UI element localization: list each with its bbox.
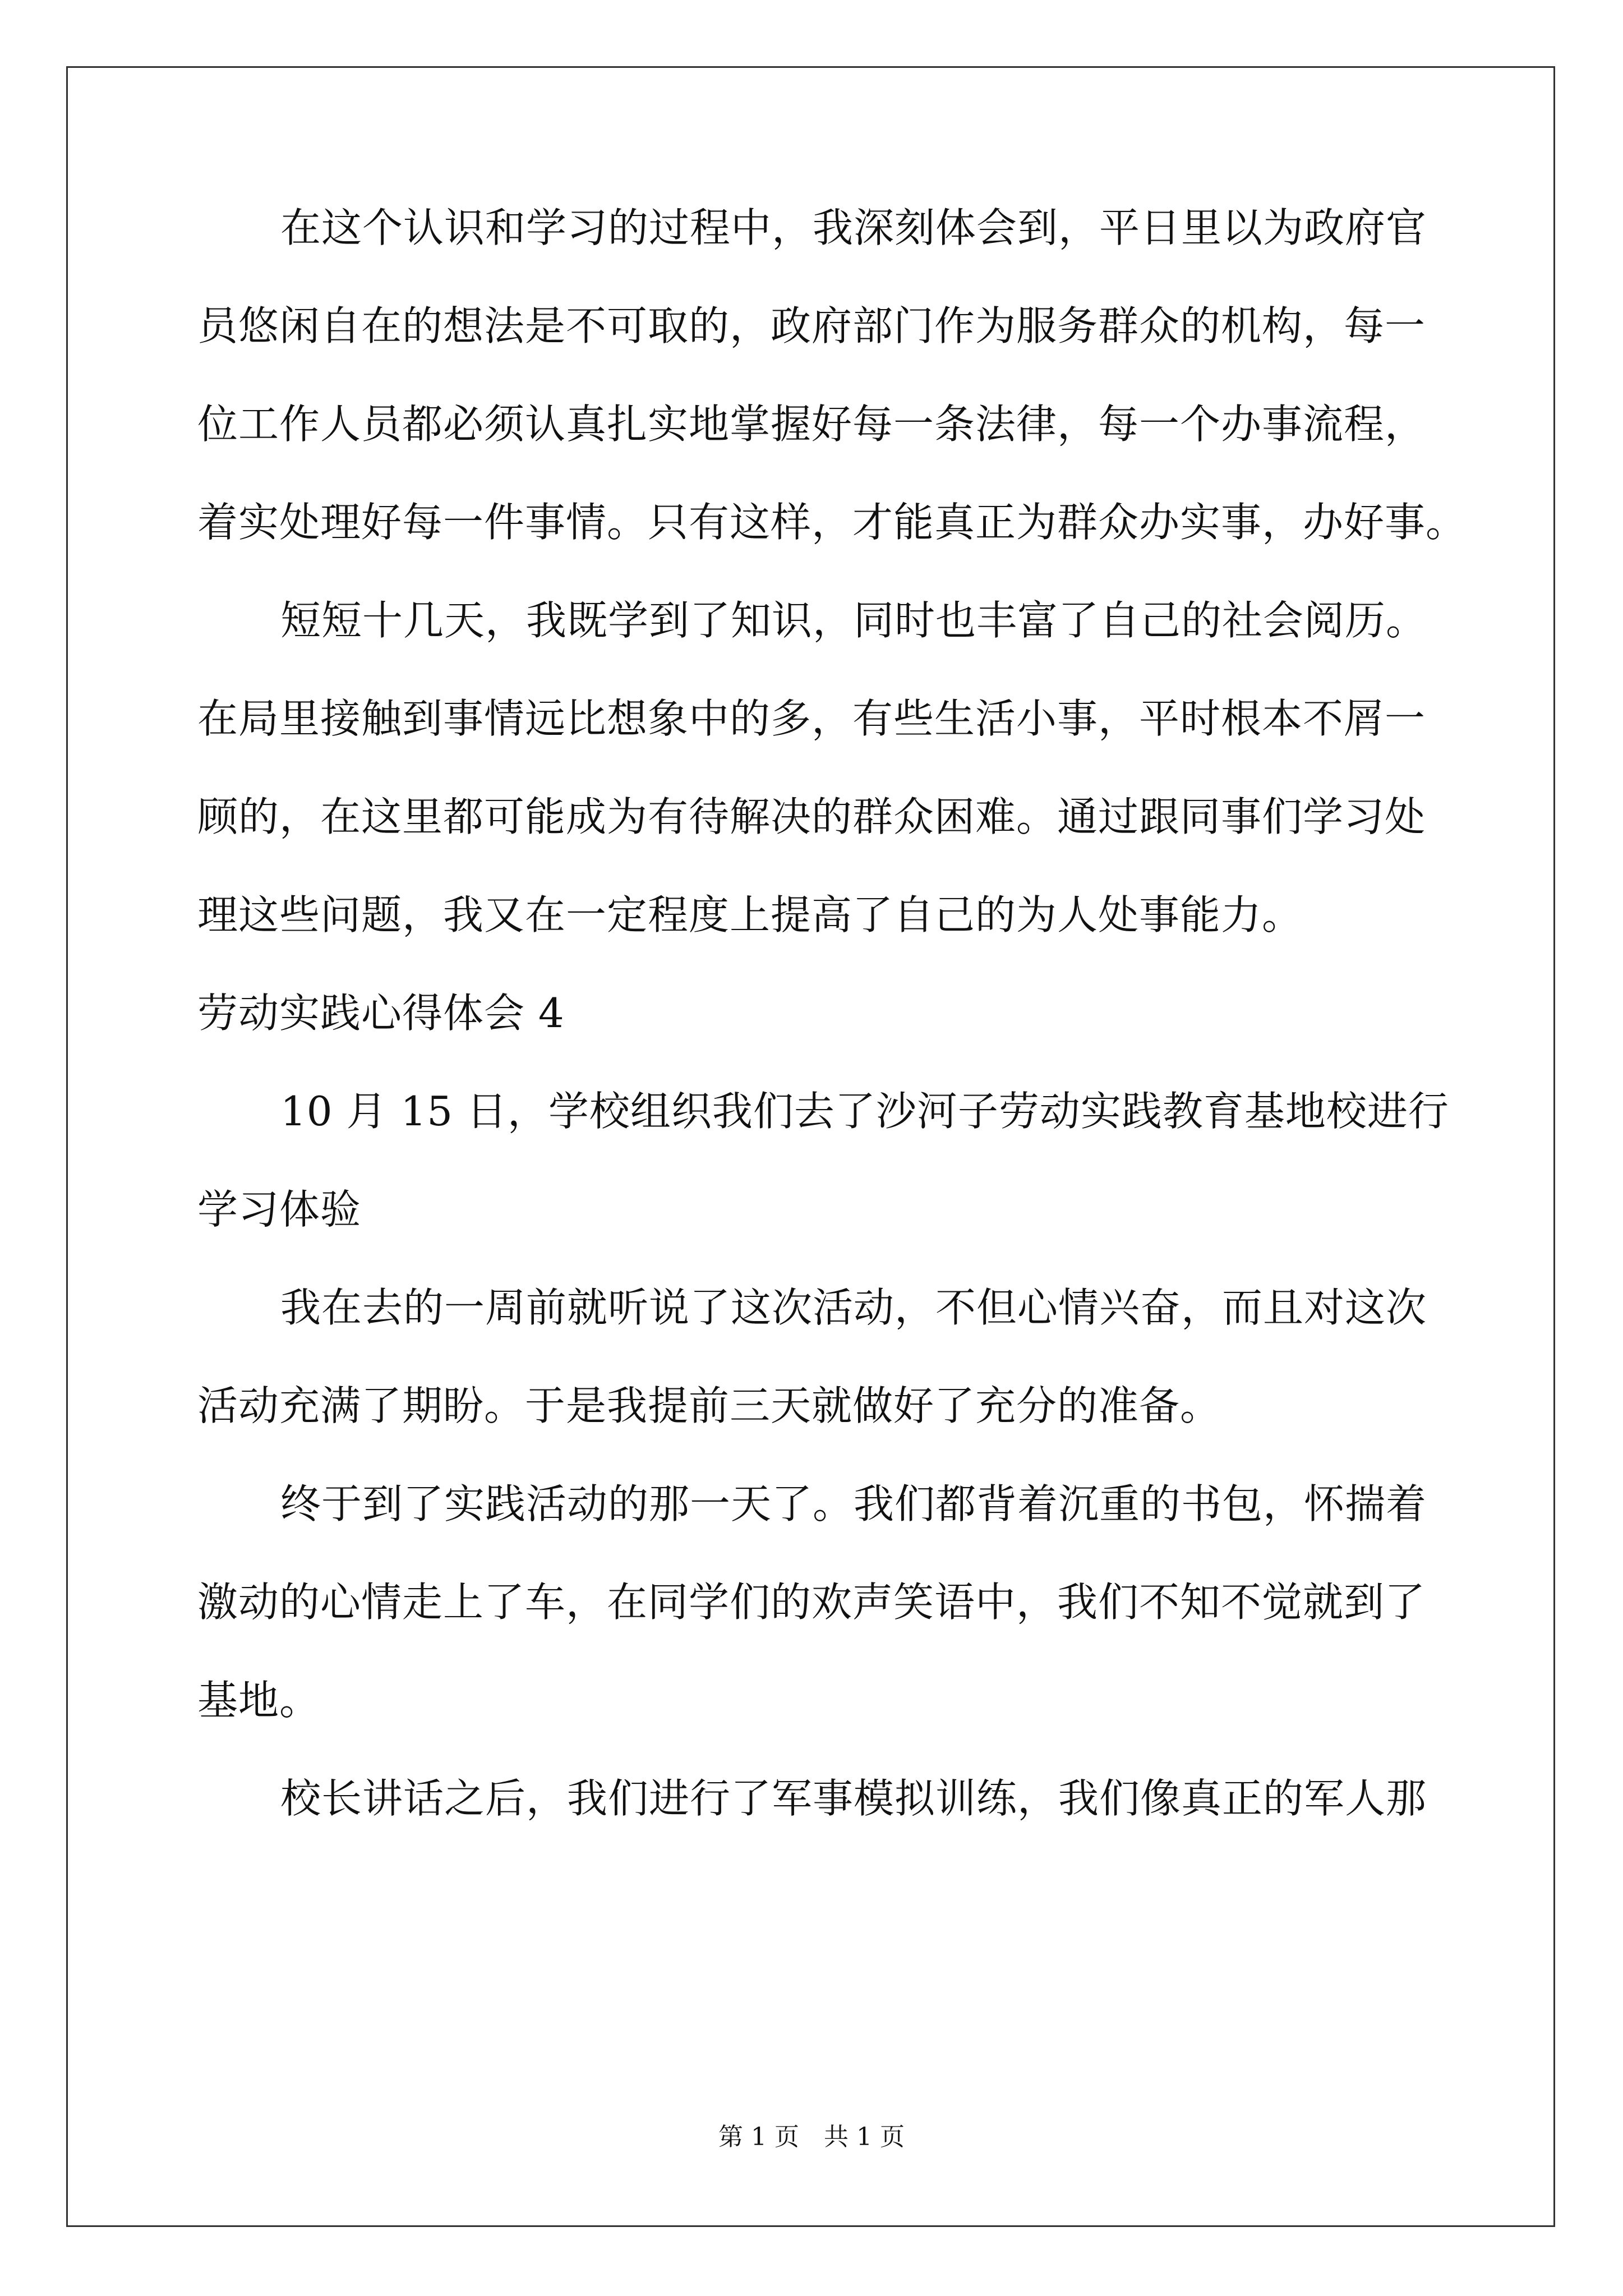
text-line: 在局里接触到事情远比想象中的多，有些生活小事，平时根本不屑一 [197, 695, 1426, 742]
text-line: 终于到了实践活动的那一天了。我们都背着沉重的书包，怀揣着 [280, 1480, 1427, 1527]
page-number: 第 1 页 [718, 2123, 799, 2151]
text-line: 激动的心情走上了车，在同学们的欢声笑语中，我们不知不觉就到了 [197, 1579, 1426, 1626]
text-line: 基地。 [197, 1677, 321, 1724]
document-body [197, 204, 1467, 1876]
text-line: 位工作人员都必须认真扎实地掌握好每一条法律，每一个办事流程， [197, 401, 1426, 448]
text-line: 学习体验 [197, 1186, 362, 1233]
page-total: 共 1 页 [824, 2123, 905, 2151]
section-heading: 劳动实践心得体会 4 [197, 990, 565, 1037]
text-line: 员悠闲自在的想法是不可取的，政府部门作为服务群众的机构，每一 [197, 302, 1426, 349]
text-line: 活动充满了期盼。于是我提前三天就做好了充分的准备。 [197, 1382, 1221, 1429]
page-footer [0, 2125, 1623, 2150]
text-line: 校长讲话之后，我们进行了军事模拟训练，我们像真正的军人那 [280, 1775, 1427, 1822]
text-line: 我在去的一周前就听说了这次活动，不但心情兴奋，而且对这次 [280, 1284, 1427, 1331]
text-line: 短短十几天，我既学到了知识，同时也丰富了自己的社会阅历。 [280, 597, 1427, 644]
text-line: 在这个认识和学习的过程中，我深刻体会到，平日里以为政府官 [280, 204, 1427, 251]
text-line: 着实处理好每一件事情。只有这样，才能真正为群众办实事，办好事。 [197, 499, 1467, 546]
text-line: 理这些问题，我又在一定程度上提高了自己的为人处事能力。 [197, 891, 1303, 938]
text-line: 顾的，在这里都可能成为有待解决的群众困难。通过跟同事们学习处 [197, 793, 1426, 840]
text-line: 10 月 15 日，学校组织我们去了沙河子劳动实践教育基地校进行 [280, 1088, 1449, 1135]
